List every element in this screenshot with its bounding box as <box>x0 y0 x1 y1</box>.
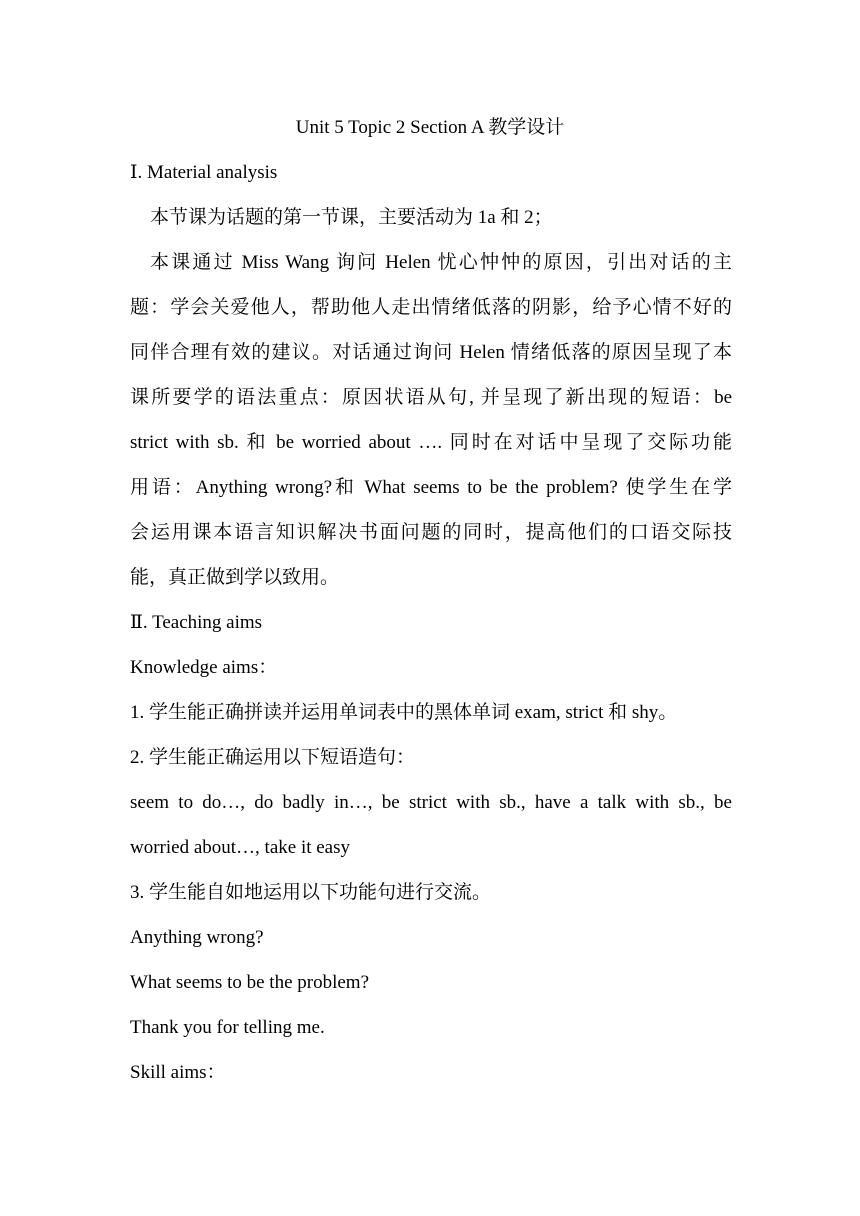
paragraph-line: 本课通过 Miss Wang 询问 Helen 忧心忡忡的原因，引出对话的主 <box>150 252 732 273</box>
aim-item-2: 2. 学生能正确运用以下短语造句： <box>130 747 416 768</box>
paragraph-line: 课所要学的语法重点：原因状语从句, 并呈现了新出现的短语：be <box>130 387 732 408</box>
paragraph-line: 用语：Anything wrong?和 What seems to be the problem? 使学生在学 <box>130 477 732 498</box>
paragraph-line: 题：学会关爱他人，帮助他人走出情绪低落的阴影，给予心情不好的 <box>130 297 732 318</box>
section-heading-material-analysis: Ⅰ. Material analysis <box>130 162 278 183</box>
paragraph-lesson-overview: 本节课为话题的第一节课，主要活动为 1a 和 2； <box>150 207 553 228</box>
paragraph-line: 同伴合理有效的建议。对话通过询问 Helen 情绪低落的原因呈现了本 <box>130 342 732 363</box>
aim-item-1: 1. 学生能正确拼读并运用单词表中的黑体单词 exam, strict 和 shy。 <box>130 702 678 723</box>
paragraph-line: strict with sb. 和 be worried about …. 同时在对话中呈现了交际功能 <box>130 432 732 453</box>
subheading-knowledge-aims: Knowledge aims： <box>130 657 278 678</box>
phrase-line: seem to do…, do badly in…, be strict with sb., have a talk with sb., be <box>130 792 732 813</box>
aim-item-3: 3. 学生能自如地运用以下功能句进行交流。 <box>130 882 492 903</box>
subheading-skill-aims: Skill aims： <box>130 1062 226 1083</box>
function-sentence: What seems to be the problem? <box>130 972 370 993</box>
section-heading-teaching-aims: Ⅱ. Teaching aims <box>130 612 263 633</box>
paragraph-line: 会运用课本语言知识解决书面问题的同时，提高他们的口语交际技 <box>130 522 732 543</box>
phrase-line: worried about…, take it easy <box>130 837 351 858</box>
document-title: Unit 5 Topic 2 Section A 教学设计 <box>295 117 565 138</box>
function-sentence: Thank you for telling me. <box>130 1017 325 1038</box>
paragraph-line: 能，真正做到学以致用。 <box>130 567 340 588</box>
function-sentence: Anything wrong? <box>130 927 264 948</box>
